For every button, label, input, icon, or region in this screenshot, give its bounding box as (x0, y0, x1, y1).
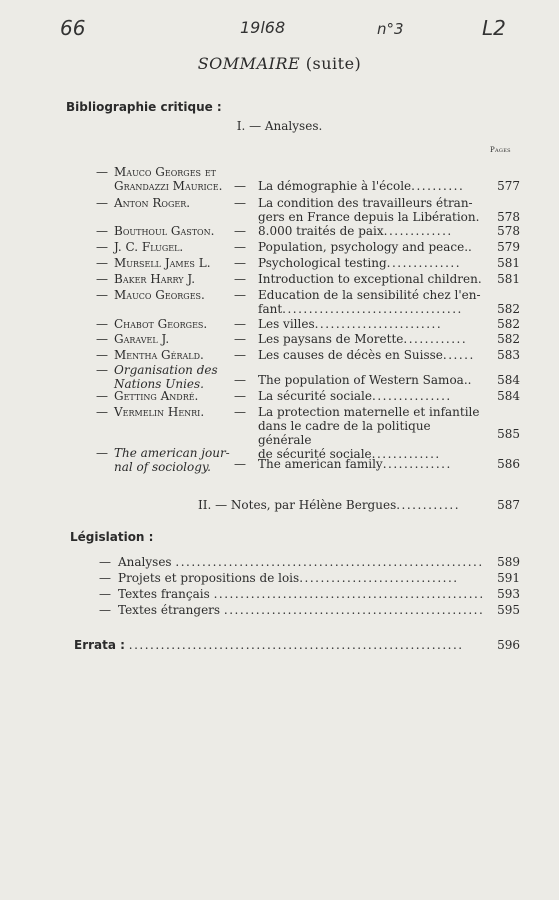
title-line: 8.000 traités de paix (258, 224, 384, 238)
entry-title (258, 457, 486, 471)
entry-title (258, 389, 486, 403)
entry-page: 595 (497, 603, 520, 617)
entry-page: 586 (497, 457, 520, 471)
entry-separator: — (234, 288, 246, 302)
entry-dash: — (99, 603, 111, 617)
legislation-label (118, 587, 485, 601)
entry-page: 582 (497, 302, 520, 316)
leader-dots: ........................ (314, 317, 443, 331)
title-line: Psychological testing (258, 256, 387, 270)
analyses-subheading (0, 119, 559, 133)
title-line: Education de la sensibilité chez l'en- (258, 288, 481, 302)
entry-page: 587 (497, 498, 520, 512)
entry-separator: — (234, 196, 246, 210)
entry-page: 584 (497, 373, 520, 387)
handwritten-note-4: L2 (482, 16, 506, 40)
entry-dash: — (99, 555, 111, 569)
leader-dots: ................................................. (223, 603, 485, 617)
legislation-label (118, 571, 459, 585)
entry-dash: — (96, 389, 108, 403)
entry-title: Population, psychology and peace.. (258, 240, 472, 254)
entry-separator: — (234, 373, 246, 387)
errata-label: Errata : (74, 638, 125, 652)
leader-dots: ............. (382, 457, 452, 471)
leader-dots: .................................. (282, 302, 463, 316)
entry-title (258, 196, 486, 224)
entry-separator: — (234, 179, 246, 193)
author-line: Grandazzi Maurice. (114, 179, 223, 193)
title-line: Les causes de décès en Suisse (258, 348, 443, 362)
title-line: La protection maternelle et infantile (258, 405, 480, 419)
entry-page: 581 (497, 272, 520, 286)
entry-separator: — (234, 348, 246, 362)
entry-author (114, 165, 234, 193)
entry-author: Anton Roger. (114, 196, 191, 210)
legislation-label-text: Textes étrangers (118, 603, 221, 617)
leader-dots: .......................................................... (175, 555, 484, 569)
bibliography-entry (0, 446, 559, 474)
entry-author: Garavel J. (114, 332, 170, 346)
author-line: Nations Unies. (114, 377, 204, 391)
bibliography-entry (0, 288, 559, 316)
entry-dash: — (96, 363, 108, 377)
entry-dash: — (96, 196, 108, 210)
author-line: The american jour- (114, 446, 230, 460)
entry-author: Baker Harry J. (114, 272, 196, 286)
title-line: de sécurité sociale (258, 447, 372, 461)
leader-dots: .............................. (299, 571, 459, 585)
leader-dots: ............ (396, 498, 461, 512)
entry-title: Introduction to exceptional children. (258, 272, 482, 286)
entry-author: Mauco Georges. (114, 288, 205, 302)
title-line: La démographie à l'école (258, 179, 412, 193)
bibliography-entry (0, 363, 559, 391)
entry-dash: — (96, 224, 108, 238)
entry-page: 578 (497, 224, 520, 238)
handwritten-note-2: 19l68 (240, 18, 286, 37)
entry-dash: — (96, 317, 108, 331)
leader-dots: ................................................... (213, 587, 485, 601)
entry-title (258, 224, 486, 238)
entry-author: Vermelin Henri. (114, 405, 205, 419)
handwritten-note-1: 66 (60, 16, 86, 40)
entry-author: Chabot Georges. (114, 317, 208, 331)
entry-dash: — (96, 272, 108, 286)
entry-author (114, 446, 234, 474)
entry-page: 596 (497, 638, 520, 652)
leader-dots: ............. (371, 447, 441, 461)
entry-page: 582 (497, 317, 520, 331)
entry-author: Mursell James L. (114, 256, 211, 270)
entry-page: 585 (497, 427, 520, 441)
author-line: Mauco Georges et (114, 165, 217, 179)
entry-separator: — (234, 240, 246, 254)
entry-dash: — (96, 446, 108, 460)
entry-separator: — (234, 389, 246, 403)
author-line: Organisation des (114, 363, 218, 377)
title-main: SOMMAIRE (197, 54, 301, 73)
entry-page: 589 (497, 555, 520, 569)
entry-title (258, 317, 486, 331)
errata-entry (74, 638, 524, 652)
entry-dash: — (96, 332, 108, 346)
title-line: dans le cadre de la politique générale (258, 419, 431, 447)
title-line: Les villes (258, 317, 315, 331)
page-title (0, 54, 559, 73)
title-line: Les paysans de Morette (258, 332, 404, 346)
entry-title: The population of Western Samoa.. (258, 373, 472, 387)
entry-separator: — (234, 256, 246, 270)
entry-dash: — (96, 256, 108, 270)
leader-dots: ............... (372, 389, 452, 403)
author-line: nal of sociology. (114, 460, 211, 474)
entry-author: J. C. Flugel. (114, 240, 184, 254)
title-line: La condition des travailleurs étran- (258, 196, 473, 210)
entry-author (114, 363, 234, 391)
entry-page: 584 (497, 389, 520, 403)
bibliographie-heading: Bibliographie critique : (66, 100, 222, 114)
notes-label-text: II. — Notes, par Hélène Bergues (198, 498, 397, 512)
leader-dots: ...... (442, 348, 475, 362)
entry-dash: — (96, 288, 108, 302)
entry-separator: — (234, 272, 246, 286)
legislation-label (118, 603, 484, 617)
analyses-subheading-text: I. — Analyses. (236, 119, 323, 133)
entry-author: Getting André. (114, 389, 199, 403)
leader-dots: ............ (403, 332, 468, 346)
entry-page: 582 (497, 332, 520, 346)
bibliography-entry (0, 196, 559, 224)
entry-page: 577 (497, 179, 520, 193)
entry-page: 591 (497, 571, 520, 585)
entry-title (258, 179, 486, 193)
handwritten-note-3: n°3 (377, 20, 404, 38)
leader-dots: .............. (386, 256, 462, 270)
notes-label (198, 498, 460, 512)
entry-title (258, 256, 486, 270)
entry-dash: — (96, 405, 108, 419)
legislation-label (118, 555, 484, 569)
entry-dash: — (96, 165, 108, 179)
entry-page: 583 (497, 348, 520, 362)
entry-separator: — (234, 457, 246, 471)
entry-title (258, 348, 486, 362)
entry-page: 581 (497, 256, 520, 270)
title-line: The american family (258, 457, 383, 471)
title-line: fant (258, 302, 283, 316)
entry-dash: — (96, 240, 108, 254)
entry-separator: — (234, 224, 246, 238)
legislation-label-text: Projets et propositions de lois (118, 571, 300, 585)
leader-dots: ............. (383, 224, 453, 238)
entry-dash: — (99, 571, 111, 585)
bibliography-entry (0, 165, 559, 193)
legislation-label-text: Analyses (118, 555, 172, 569)
entry-dash: — (99, 587, 111, 601)
entry-separator: — (234, 317, 246, 331)
title-line: La sécurité sociale (258, 389, 372, 403)
entry-page: 579 (497, 240, 520, 254)
legislation-heading: Législation : (70, 530, 154, 544)
leader-dots: ............................................................... (128, 638, 464, 652)
legislation-label-text: Textes français (118, 587, 210, 601)
pages-column-label: Pages (490, 146, 511, 154)
title-line: gers en France depuis la Libération. (258, 210, 480, 224)
entry-dash: — (96, 348, 108, 362)
entry-separator: — (234, 332, 246, 346)
leader-dots: .......... (411, 179, 465, 193)
entry-title (258, 288, 486, 316)
title-suffix: (suite) (305, 54, 362, 73)
entry-page: 593 (497, 587, 520, 601)
entry-separator: — (234, 405, 246, 419)
entry-page: 578 (497, 210, 520, 224)
entry-title (258, 332, 486, 346)
entry-author: Bouthoul Gaston. (114, 224, 215, 238)
entry-author: Mentha Gérald. (114, 348, 204, 362)
